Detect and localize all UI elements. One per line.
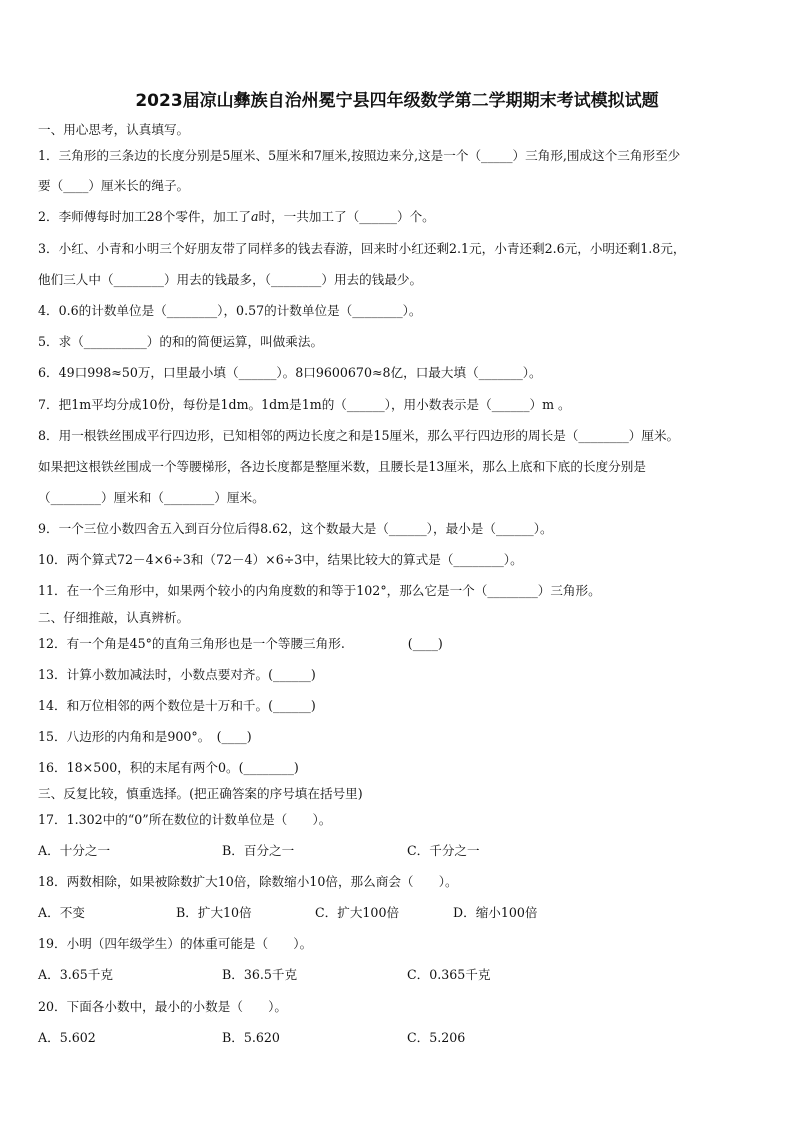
question-3-line-1: 3．小红、小青和小明三个好朋友带了同样多的钱去春游，回来时小红还剩2.1元，小青还剩2.6元，小明还剩1.8元， [38,241,686,256]
section-heading-2: 二、仔细推敲，认真辨析。 [38,610,190,625]
page-title: 2023届凉山彝族自治州冕宁县四年级数学第二学期期末考试模拟试题 [135,91,659,111]
question-11: 11．在一个三角形中，如果两个较小的内角度数的和等于102°，那么它是一个（________）三角形。 [38,583,601,598]
question-5: 5．求（__________）的和的简便运算，叫做乘法。 [38,334,324,349]
question-1-line-2: 要（____）厘米长的绳子。 [38,178,190,193]
question-10: 10．两个算式72－4×6÷3和（72－4）×6÷3中，结果比较大的算式是（________）。 [38,552,523,567]
question-9: 9．一个三位小数四舍五入到百分位后得8.62，这个数最大是（______），最小是（______）。 [38,521,553,536]
question-1-line-1: 1．三角形的三条边的长度分别是5厘米、5厘米和7厘米,按照边来分,这是一个（_____）三角形,围成这个三角形至少 [38,148,681,163]
question-18-option-d: D．缩小100倍 [453,905,538,920]
question-15: 15．八边形的内角和是900°。 (____) [38,729,252,744]
question-17-option-c: C．千分之一 [407,843,480,858]
question-16: 16．18×500，积的末尾有两个0。(________) [38,760,299,775]
question-4: 4．0.6的计数单位是（________），0.57的计数单位是（________）。 [38,303,422,318]
question-19-option-b: B．36.5千克 [222,967,298,982]
question-19-option-c: C．0.365千克 [407,967,491,982]
question-19: 19．小明（四年级学生）的体重可能是（ ）。 [38,936,313,951]
question-8-line-3: （________）厘米和（________）厘米。 [38,490,265,505]
question-18-option-a: A．不变 [38,905,85,920]
question-7: 7．把1m平均分成10份，每份是1dm。1dm是1m的（______），用小数表示是（______）m 。 [38,397,571,412]
question-18: 18．两数相除，如果被除数扩大10倍，除数缩小10倍，那么商会（ ）。 [38,874,458,889]
question-14: 14．和万位相邻的两个数位是十万和千。(______) [38,698,316,713]
question-20-option-a: A．5.602 [38,1030,96,1045]
question-20-option-b: B．5.620 [222,1030,280,1045]
question-19-option-a: A．3.65千克 [38,967,113,982]
question-18-option-c: C．扩大100倍 [315,905,400,920]
question-2: 2．李师傅每时加工28个零件，加工了𝑎时，一共加工了（______）个。 [38,209,435,224]
question-20-option-c: C．5.206 [407,1030,466,1045]
question-17-option-b: B．百分之一 [222,843,295,858]
section-heading-3: 三、反复比较，慎重选择。(把正确答案的序号填在括号里) [38,786,363,801]
question-8-line-2: 如果把这根铁丝围成一个等腰梯形，各边长度都是整厘米数，且腰长是13厘米，那么上底和下底的长度分别是 [38,459,646,474]
question-17-option-a: A．十分之一 [38,843,111,858]
question-6: 6．49口998≈50万，口里最小填（______）。8口9600670≈8亿，口最大填（_______）。 [38,365,542,380]
question-17: 17．1.302中的“0”所在数位的计数单位是（ ）。 [38,812,332,827]
question-18-option-b: B．扩大10倍 [176,905,252,920]
question-20: 20．下面各小数中，最小的小数是（ ）。 [38,999,288,1014]
question-8-line-1: 8．用一根铁丝围成平行四边形，已知相邻的两边长度之和是15厘米，那么平行四边形的周长是（________）厘米。 [38,428,680,443]
question-3-line-2: 他们三人中（________）用去的钱最多，（________）用去的钱最少。 [38,272,423,287]
section-heading-1: 一、用心思考，认真填写。 [38,122,190,137]
question-12: 12．有一个角是45°的直角三角形也是一个等腰三角形. (____) [38,636,443,651]
question-13: 13．计算小数加减法时，小数点要对齐。(______) [38,667,316,682]
